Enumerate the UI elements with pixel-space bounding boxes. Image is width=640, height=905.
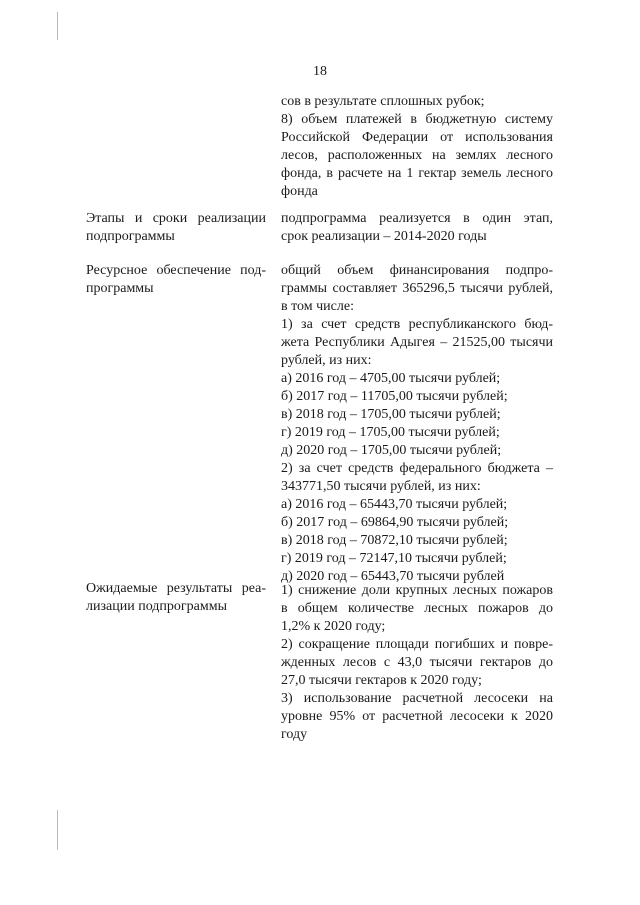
section-content-line: 27,0 тысячи гектаров к 2020 году; (281, 673, 482, 688)
section-content-line: б) 2017 год – 69864,90 тысячи рублей; (281, 515, 509, 530)
continuation-line: Российской Федерации от использования (281, 130, 553, 145)
section-content-line: подпрограмма реализуется в один этап, (281, 211, 553, 226)
section-content-line: д) 2020 год – 65443,70 тысячи рублей (281, 569, 505, 584)
section-label: лизации подпрограммы (86, 599, 227, 614)
section-content-line: уровне 95% от расчетной лесосеки к 2020 (281, 709, 553, 724)
section-content-line: а) 2016 год – 4705,00 тысячи рублей; (281, 371, 501, 386)
section-content-line: 1) снижение доли крупных лесных пожаров (281, 583, 553, 598)
section-content-line: рублей, из них: (281, 353, 372, 368)
continuation-line: сов в результате сплошных рубок; (281, 94, 485, 109)
continuation-line: лесов, расположенных на землях лесного (281, 148, 553, 163)
scan-edge-mark-top (57, 12, 58, 40)
section-content-line: в том числе: (281, 299, 354, 314)
section-content-line: 2) за счет средств федерального бюджета – (281, 461, 553, 476)
section-content-line: жденных лесов с 43,0 тысячи гектаров до (281, 655, 553, 670)
section-content-line: жета Республики Адыгея – 21525,00 тысячи (281, 335, 553, 350)
section-label: программы (86, 281, 154, 296)
section-label: Ресурсное обеспечение под- (86, 263, 266, 278)
section-content-line: граммы составляет 365296,5 тысячи рублей, (281, 281, 553, 296)
section-content-line: 1) за счет средств республиканского бюд- (281, 317, 553, 332)
section-content-line: в) 2018 год – 70872,10 тысячи рублей; (281, 533, 508, 548)
section-content-line: 1,2% к 2020 году; (281, 619, 386, 634)
section-content-line: 343771,50 тысячи рублей, из них: (281, 479, 481, 494)
section-content-line: а) 2016 год – 65443,70 тысячи рублей; (281, 497, 508, 512)
section-content-line: б) 2017 год – 11705,00 тысячи рублей; (281, 389, 508, 404)
section-content-line: 3) использование расчетной лесосеки на (281, 691, 553, 706)
section-content-line: г) 2019 год – 72147,10 тысячи рублей; (281, 551, 507, 566)
section-content-line: году (281, 727, 308, 742)
scan-edge-mark-bottom (57, 810, 58, 850)
section-content-line: г) 2019 год – 1705,00 тысячи рублей; (281, 425, 500, 440)
section-content-line: 2) сокращение площади погибших и повре- (281, 637, 553, 652)
section-content-line: в) 2018 год – 1705,00 тысячи рублей; (281, 407, 501, 422)
section-content-line: д) 2020 год – 1705,00 тысячи рублей; (281, 443, 502, 458)
section-label: Ожидаемые результаты реа- (86, 581, 266, 596)
continuation-line: 8) объем платежей в бюджетную систему (281, 112, 553, 127)
continuation-line: фонда (281, 184, 318, 199)
section-label: подпрограммы (86, 229, 175, 244)
section-content-line: в общем количестве лесных пожаров до (281, 601, 553, 616)
section-content-line: срок реализации – 2014-2020 годы (281, 229, 487, 244)
section-content-line: общий объем финансирования подпро- (281, 263, 553, 278)
section-label: Этапы и сроки реализации (86, 211, 266, 226)
page-number: 18 (313, 64, 327, 79)
continuation-line: фонда, в расчете на 1 гектар земель лесного (281, 166, 553, 181)
